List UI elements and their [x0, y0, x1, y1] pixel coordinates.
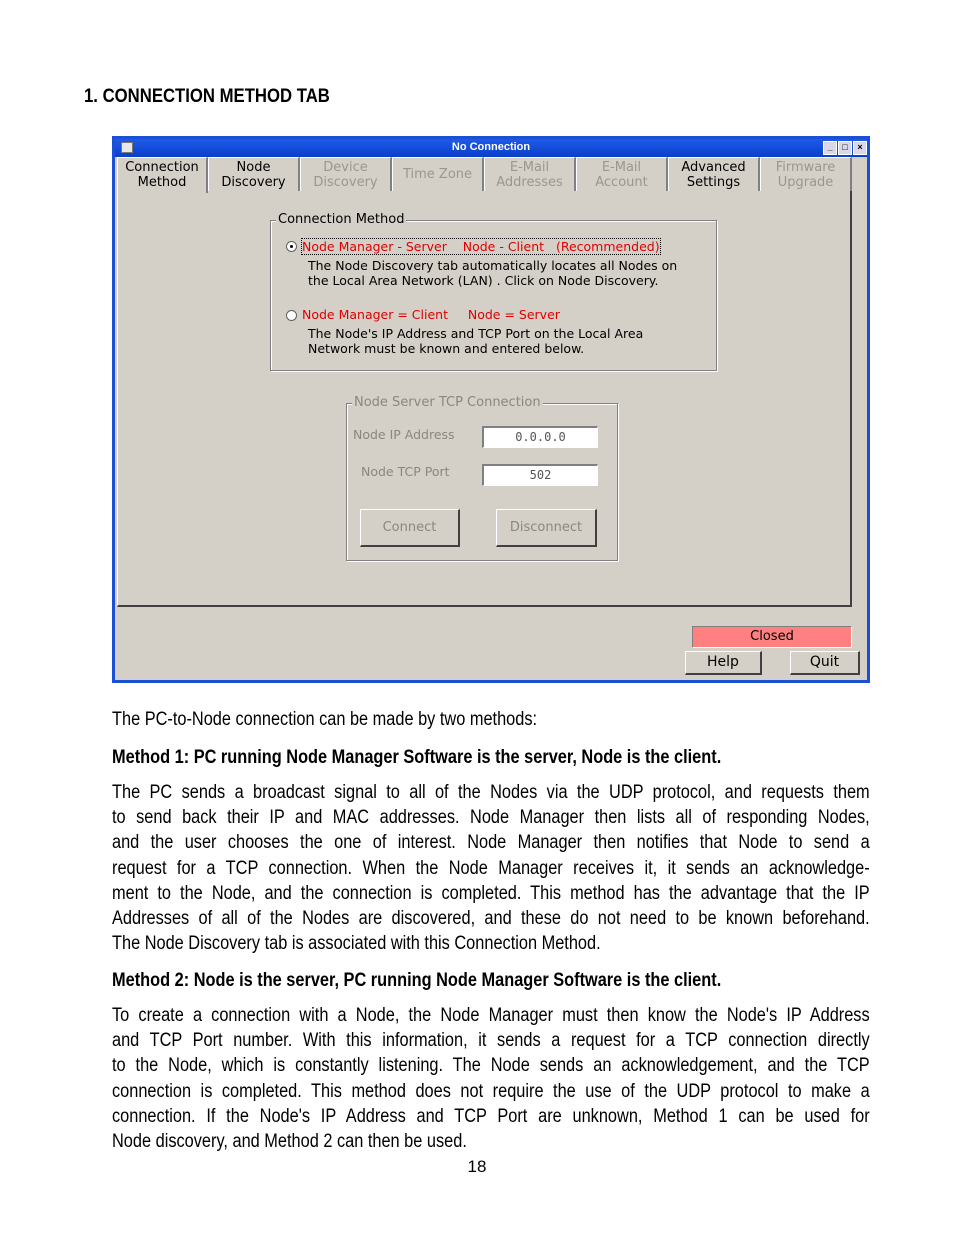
tab-label-1: Firmware: [775, 160, 836, 175]
paragraph-line: The PC sends a broadcast signal to all of the Nodes via the UDP protocol, and requests them: [112, 782, 870, 803]
paragraph-line: The Node Discovery tab is associated with this Connection Method.: [112, 933, 601, 955]
close-icon[interactable]: ×: [853, 141, 867, 155]
tab-label-1: E-Mail: [601, 160, 642, 175]
paragraph-line: connection is completed. This method does not require the use of the UDP protocol to make a: [112, 1080, 870, 1102]
option2-part-b: Node = Server: [467, 307, 560, 322]
tab-device-discovery[interactable]: [300, 157, 392, 191]
tab-advanced-settings[interactable]: [668, 157, 760, 191]
tab-label-2: Addresses: [496, 175, 563, 190]
paragraph-line: Addresses of all of the Nodes are discovered, and these do not need to be known beforehand.: [112, 908, 870, 930]
tab-panel: [117, 189, 852, 607]
tab-time-zone[interactable]: [392, 157, 484, 191]
tab-label-2: Upgrade: [777, 175, 834, 190]
minimize-icon[interactable]: _: [823, 141, 837, 155]
option1-part-b: Node - Client: [462, 239, 545, 254]
option1-part-a: Node Manager - Server: [302, 239, 447, 254]
tab-label-1: E-Mail: [509, 160, 550, 175]
tab-label-2: Discovery: [221, 175, 286, 190]
tab-label-2: Discovery: [313, 175, 378, 190]
paragraph-line: ment to the Node, and the connection is completed. This method has the advantage that the IP: [112, 882, 870, 904]
tab-email-account[interactable]: [576, 157, 668, 191]
tab-label-1: Node: [236, 160, 271, 175]
tcp-connection-group: [346, 395, 618, 561]
paragraph-line: Node discovery, and Method 2 can then be used.: [112, 1131, 467, 1153]
radio-client-mode[interactable]: [286, 310, 297, 321]
tab-connection-method[interactable]: [117, 157, 208, 193]
tcp-group-label: Node Server TCP Connection: [354, 395, 541, 410]
radio-selected-dot: [290, 245, 293, 248]
connect-button[interactable]: Connect: [360, 509, 460, 547]
tab-label-1: Advanced: [681, 160, 746, 175]
option2-label[interactable]: [302, 307, 560, 322]
ip-address-label: Node IP Address: [353, 427, 455, 442]
title-bar: [115, 139, 867, 157]
method2-title: Method 2: Node is the server, PC running Node Manager Software is the client.: [112, 970, 722, 991]
paragraph-line: and TCP Port number. With this information, it sends a request for a TCP connection directly: [112, 1030, 870, 1052]
tab-firmware-upgrade[interactable]: [760, 157, 852, 191]
paragraph-line: request for a TCP connection. When the Node Manager receives it, it sends an acknowledge-: [112, 857, 870, 879]
app-window: [112, 136, 870, 683]
window-client: [115, 157, 867, 680]
tcp-port-field[interactable]: 502: [482, 464, 598, 486]
help-button[interactable]: Help: [685, 651, 762, 675]
method1-paragraph: [112, 780, 870, 956]
tab-label-2: Method: [137, 175, 187, 190]
tab-email-addresses[interactable]: [484, 157, 576, 191]
tab-label-2: Account: [595, 175, 648, 190]
tab-label-1: Time Zone: [402, 167, 473, 182]
method2-paragraph: [112, 1003, 870, 1154]
option1-desc-1: The Node Discovery tab automatically locates all Nodes on: [308, 258, 678, 273]
maximize-icon[interactable]: □: [838, 141, 852, 155]
option2-desc-1: The Node's IP Address and TCP Port on the Local Area: [308, 326, 644, 341]
quit-button[interactable]: Quit: [790, 651, 860, 675]
tcp-port-label: Node TCP Port: [361, 464, 450, 479]
intro-text: The PC-to-Node connection can be made by two methods:: [112, 709, 538, 730]
tab-node-discovery[interactable]: [208, 157, 300, 191]
tab-label-2: Settings: [686, 175, 741, 190]
connection-method-group: [270, 212, 717, 371]
window-title: No Connection: [451, 141, 531, 153]
option1-label[interactable]: [302, 239, 660, 254]
connection-method-label: Connection Method: [278, 212, 405, 227]
disconnect-button[interactable]: Disconnect: [496, 509, 597, 547]
option2-desc-2: Network must be known and entered below.: [308, 341, 585, 356]
radio-server-mode[interactable]: [286, 241, 297, 252]
section-heading: 1. CONNECTION METHOD TAB: [84, 86, 330, 107]
option1-part-c: (Recommended): [555, 239, 660, 254]
paragraph-line: connection. If the Node's IP Address and TCP Port are unknown, Method 1 can be used for: [112, 1105, 870, 1127]
tab-label-1: Device: [323, 160, 368, 175]
connection-status: Closed: [692, 626, 852, 648]
paragraph-line: to the Node, which is constantly listening. The Node sends an acknowledgement, and the TCP: [112, 1055, 870, 1077]
option1-desc-2: the Local Area Network (LAN) . Click on Node Discovery.: [308, 273, 659, 288]
paragraph-line: and the user chooses the one of interest. Node Manager then notifies that Node to send a: [112, 832, 870, 854]
page-number: 18: [467, 1157, 487, 1176]
option2-part-a: Node Manager = Client: [302, 307, 448, 322]
method1-title: Method 1: PC running Node Manager Software is the server, Node is the client.: [112, 747, 722, 768]
paragraph-line: to send back their IP and MAC addresses. Node Manager then lists all of responding Nodes,: [112, 807, 870, 829]
ip-address-field[interactable]: 0.0.0.0: [482, 426, 598, 448]
paragraph-line: To create a connection with a Node, the Node Manager must then know the Node's IP Address: [112, 1005, 870, 1026]
tab-label-1: Connection: [125, 160, 199, 175]
